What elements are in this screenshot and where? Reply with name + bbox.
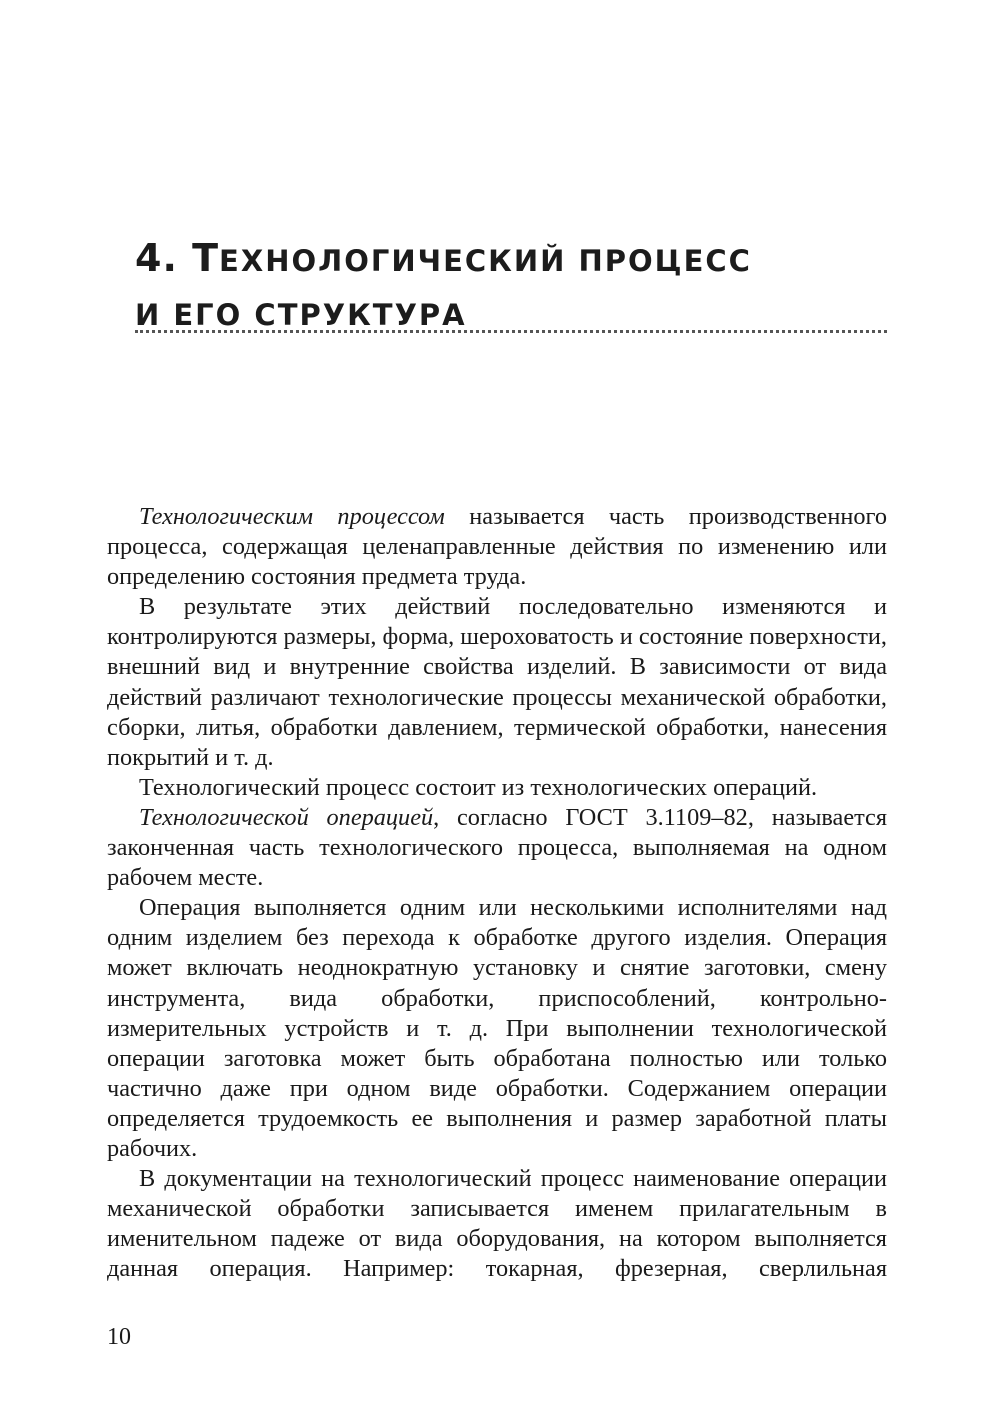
paragraph-4: [107, 803, 887, 893]
chapter-title-initial: Т: [192, 236, 220, 280]
chapter-number: 4.: [135, 236, 178, 280]
chapter-heading: [135, 230, 895, 341]
heading-dotted-divider: [135, 330, 887, 333]
paragraph-text: Операция выполняется одним или несколькими исполнителями над одним изделием без перехода к обработке другого изделия. Операция может включать неоднократную установку и снятие заготовки, смену инструмента, вида обработки, приспособлений, контрольно-измерительных устройств и т. д. При выполнении технологической операции заготовка может быть обработана полностью или только частично даже при одном виде обработки. Содержанием операции определяется трудоемкость ее выполнения и размер заработной платы рабочих.: [107, 894, 887, 1162]
paragraph-text: Технологический процесс состоит из технологических операций.: [139, 773, 818, 801]
paragraph-3: [107, 773, 887, 803]
paragraph-5: [107, 893, 887, 1164]
paragraph-text: В результате этих действий последовательно изменяются и контролируются размеры, форма, шероховатость и состояние поверхности, внешний вид и внутренние свойства изделий. В зависимости от вида действий различают технологические процессы механической обработки, сборки, литья, обработки давлением, термической обработки, нанесения покрытий и т. д.: [107, 593, 887, 771]
paragraph-2: [107, 592, 887, 773]
paragraph-6: [107, 1164, 887, 1284]
chapter-title-line-2: И ЕГО СТРУКТУРА: [135, 298, 467, 332]
paragraph-text: , согласно ГОСТ 3.1109–82, называется законченная часть технологического процесса, выполняемая на одном рабочем месте.: [107, 803, 888, 892]
term-italic: Технологической операцией: [139, 803, 434, 831]
paragraph-text: В документации на технологический процесс наименование операции механической обработки записывается именем прилагательным в именительном падеже от вида оборудования, на котором выполняется данная операция. Например: токарная, фрезерная, сверлильная: [107, 1165, 887, 1283]
term-italic: Технологическим процессом: [139, 503, 445, 530]
paragraph-text: называется часть производственного процесса, содержащая целенаправленные действия по изменению или определению состояния предмета труда.: [107, 503, 887, 591]
paragraph-1: [107, 502, 887, 592]
chapter-title-line-1: [135, 230, 895, 289]
body-text: [107, 502, 887, 1284]
chapter-title-line-1-rest: ЕХНОЛОГИЧЕСКИЙ ПРОЦЕСС: [219, 244, 752, 278]
page-number: 10: [107, 1324, 131, 1350]
